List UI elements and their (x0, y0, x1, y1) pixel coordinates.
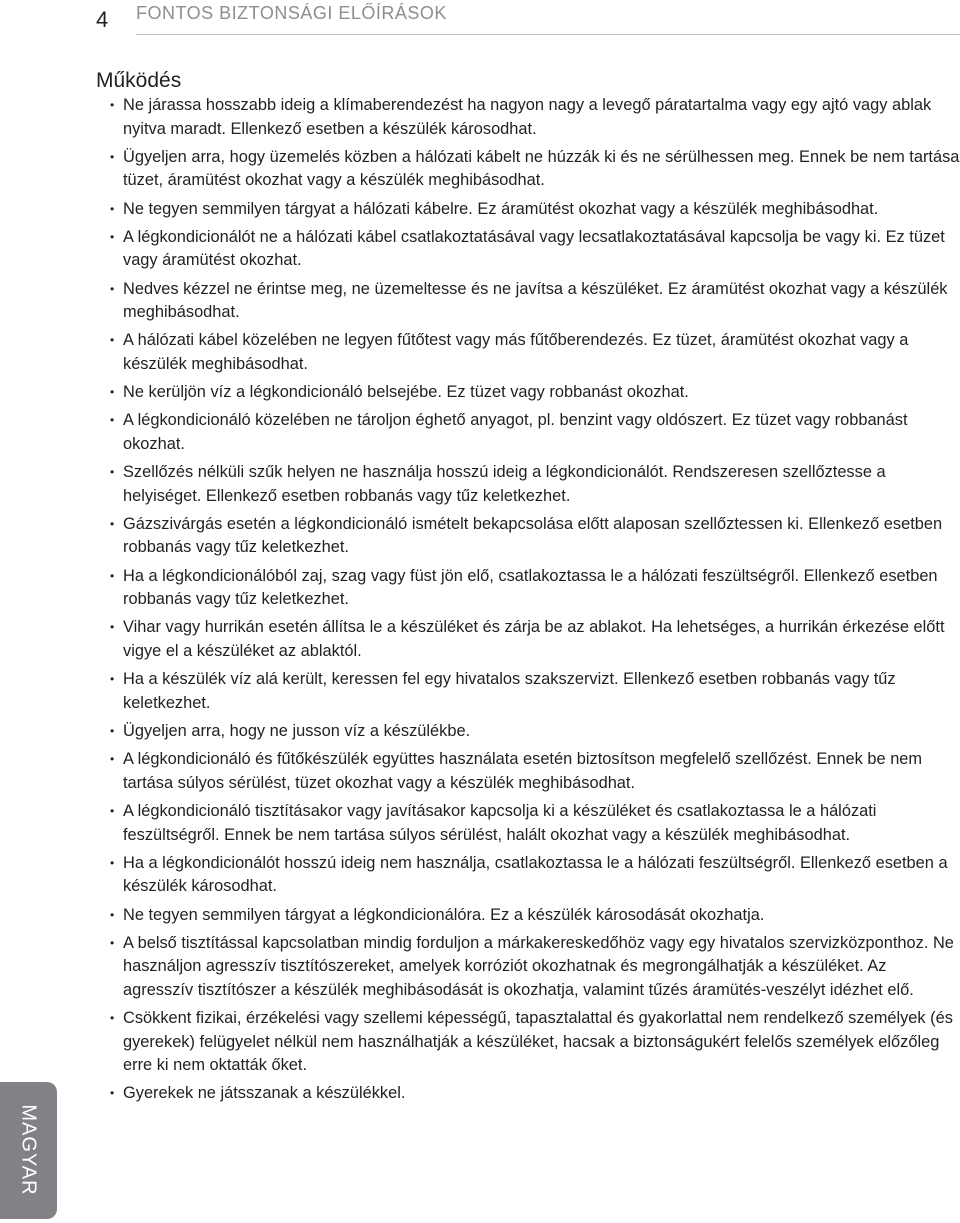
list-item-text: A hálózati kábel közelében ne legyen fűtőtest vagy más fűtőberendezés. Ez tüzet, áramütést okozhat vagy a készülék meghibásodhat. (123, 331, 909, 373)
list-item (108, 461, 960, 508)
list-item (108, 1007, 960, 1078)
list-item-text: Ne tegyen semmilyen tárgyat a hálózati kábelre. Ez áramütést okozhat vagy a készülék meghibásodhat. (123, 199, 879, 218)
bullet-icon: • (110, 723, 115, 738)
language-side-tab-label: MAGYAR (17, 1104, 40, 1196)
bullet-icon: • (110, 620, 115, 635)
list-item (108, 800, 960, 847)
list-item (108, 668, 960, 715)
list-item-text: Csökkent fizikai, érzékelési vagy szellemi képességű, tapasztalattal és gyakorlattal nem rendelkező személyek (és gyerekek) felügyelet nélkül nem használhatják a készüléket, hacsak a biztonságukért felelős személyek előzőleg erre ki nem oktatták őket. (123, 1009, 953, 1075)
bullet-icon: • (110, 281, 115, 296)
list-item-text: Gyerekek ne játsszanak a készülékkel. (123, 1084, 406, 1103)
list-item (108, 1082, 960, 1106)
list-item-text: A belső tisztítással kapcsolatban mindig forduljon a márkakereskedőhöz vagy egy hivatalos szervizközponthoz. Ne használjon agresszív tisztítószereket, amelyek korróziót okozhatnak és megrongálhatják a készüléket. Az agresszív tisztítószer a készülék meghibásodását is okozhatja, valamint tűzés áramütés-veszélyt idézhet elő. (123, 933, 954, 999)
list-item (108, 146, 960, 193)
list-item (108, 409, 960, 456)
bullet-icon: • (110, 855, 115, 870)
bullet-icon: • (110, 98, 115, 112)
list-item-text: Ügyeljen arra, hogy üzemelés közben a hálózati kábelt ne húzzák ki és ne sérülhessen meg. Ennek be nem tartása tüzet, áramütést okozhat vagy a készülék meghibásodhat. (123, 147, 960, 190)
list-item-text: A légkondicionálót ne a hálózati kábel csatlakoztatásával vagy lecsatlakoztatásával kapcsolja be vagy ki. Ez tüzet vagy áramütést okozhat. (123, 227, 945, 270)
list-item-text: Ne járassa hosszabb ideig a klímaberendezést ha nagyon nagy a levegő páratartalma vagy egy ajtó vagy ablak nyitva maradt. Ellenkező esetben a készülék károsodhat. (123, 96, 932, 138)
list-item-text: Ha a légkondicionálót hosszú ideig nem használja, csatlakoztassa le a hálózati feszültségről. Ellenkező esetben a készülék károsodhat. (123, 853, 948, 896)
bullet-icon: • (110, 935, 115, 950)
list-item (108, 904, 960, 928)
list-item-text: A légkondicionáló közelében ne tároljon éghető anyagot, pl. benzint vagy oldószert. Ez tüzet vagy robbanást okozhat. (123, 411, 908, 453)
list-item-text: Ne tegyen semmilyen tárgyat a légkondicionálóra. Ez a készülék károsodását okozhatja. (123, 905, 765, 924)
list-item-text: Gázszivárgás esetén a légkondicionáló ismételt bekapcsolása előtt alaposan szellőztessen ki. Ellenkező esetben robbanás vagy tűz keletkezhet. (123, 514, 943, 557)
language-side-tab (0, 1082, 57, 1219)
list-item (108, 198, 960, 222)
list-item (108, 565, 960, 612)
bullet-icon: • (110, 516, 115, 531)
bullet-icon: • (110, 907, 115, 922)
list-item-text: Ha a készülék víz alá került, keressen fel egy hivatalos szakszervizt. Ellenkező esetben robbanás vagy tűz keletkezhet. (123, 670, 896, 712)
bullet-icon: • (110, 413, 115, 428)
bullet-icon: • (110, 1086, 115, 1101)
bullet-list (108, 94, 960, 1111)
bullet-icon: • (110, 201, 115, 216)
bullet-icon: • (110, 752, 115, 767)
bullet-icon: • (110, 672, 115, 687)
page-number: 4 (96, 7, 109, 32)
list-item (108, 381, 960, 405)
list-item-text: Ügyeljen arra, hogy ne jusson víz a készülékbe. (123, 721, 471, 740)
list-item-text: Ha a légkondicionálóból zaj, szag vagy füst jön elő, csatlakoztassa le a hálózati feszültségről. Ellenkező esetben robbanás vagy tűz keletkezhet. (123, 566, 938, 609)
list-item-text: A légkondicionáló és fűtőkészülék együttes használata esetén biztosítson megfelelő szellőzést. Ennek be nem tartása súlyos sérülést, tüzet okozhat vagy a készülék meghibásodhat. (123, 750, 923, 792)
list-item (108, 278, 960, 325)
list-item (108, 852, 960, 899)
list-item-text: Nedves kézzel ne érintse meg, ne üzemeltesse és ne javítsa a készüléket. Ez áramütést okozhat vagy a készülék meghibásodhat. (123, 279, 948, 322)
list-item (108, 616, 960, 663)
list-item-text: Ne kerüljön víz a légkondicionáló belsejébe. Ez tüzet vagy robbanást okozhat. (123, 383, 689, 402)
bullet-icon: • (110, 385, 115, 400)
list-item (108, 226, 960, 273)
bullet-icon: • (110, 568, 115, 583)
bullet-icon: • (110, 149, 115, 164)
list-item-text: A légkondicionáló tisztításakor vagy javításakor kapcsolja ki a készüléket és csatlakoztassa le a hálózati feszültségről. Ennek be nem tartása súlyos sérülést, halált okozhat vagy a készülék meghibásodhat. (123, 801, 877, 844)
header-title: FONTOS BIZTONSÁGI ELŐÍRÁSOK (136, 3, 447, 23)
header-rule (136, 34, 960, 35)
bullet-icon: • (110, 229, 115, 244)
section-title: Működés (96, 69, 182, 92)
list-item (108, 513, 960, 560)
bullet-icon: • (110, 803, 115, 818)
list-item (108, 329, 960, 376)
list-item (108, 94, 960, 141)
list-item-text: Vihar vagy hurrikán esetén állítsa le a készüléket és zárja be az ablakot. Ha lehetséges, a hurrikán érkezése előtt vigye el a készüléket az ablaktól. (123, 618, 945, 660)
list-item (108, 720, 960, 744)
list-item-text: Szellőzés nélküli szűk helyen ne használja hosszú ideig a légkondicionálót. Rendszeresen szellőztesse a helyiséget. Ellenkező esetben robbanás vagy tűz keletkezhet. (123, 463, 886, 505)
list-item (108, 748, 960, 795)
list-item (108, 932, 960, 1003)
bullet-icon: • (110, 333, 115, 348)
bullet-icon: • (110, 465, 115, 480)
bullet-icon: • (110, 1011, 115, 1026)
